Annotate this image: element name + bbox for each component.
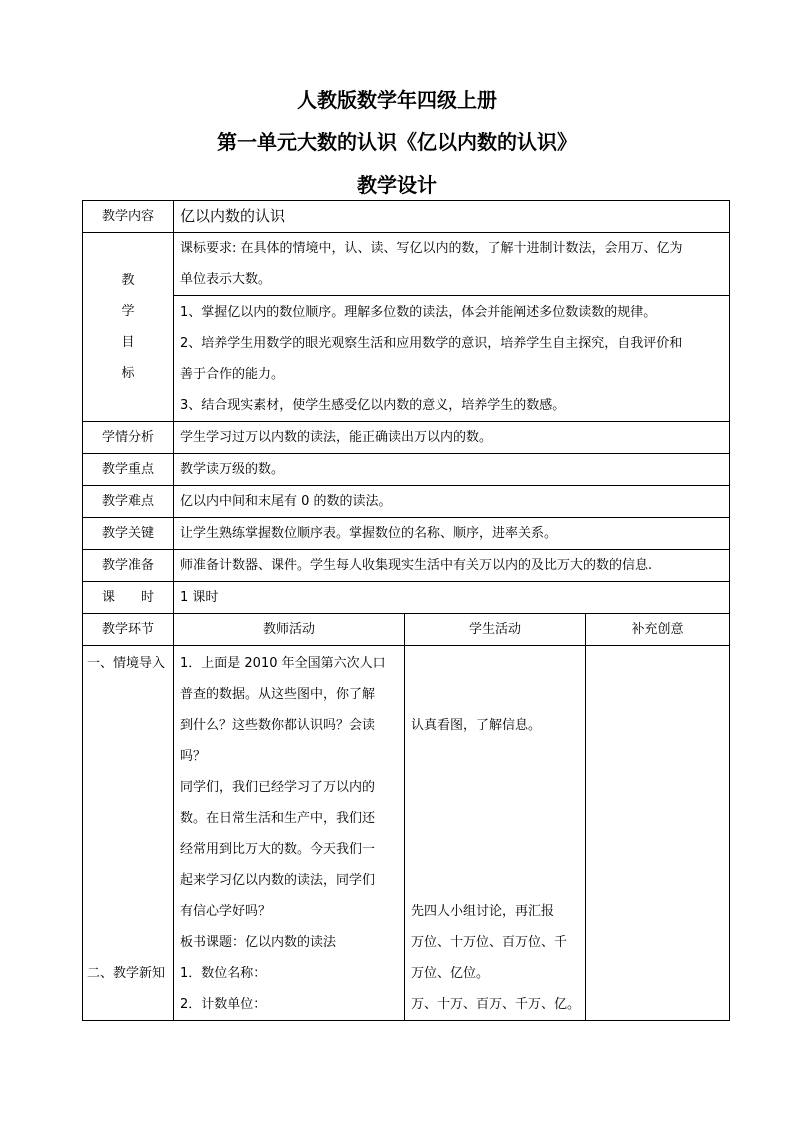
label-analysis: 学情分析 (83, 422, 174, 454)
student-line: 万位、十万位、百万位、千 (411, 935, 568, 950)
label-goals-char-3: 目 (121, 335, 135, 350)
stage-intro: 一、情境导入 (87, 656, 166, 671)
stage-column (83, 646, 174, 1021)
teacher-line: 普查的数据。从这些图中，你了解 (180, 687, 376, 702)
label-goals (83, 233, 174, 422)
goal-item-2-line-2: 善于合作的能力。 (180, 366, 285, 382)
teacher-line: 起来学习亿以内数的读法，同学们 (180, 873, 376, 888)
goal-item-2-line-1: 2、培养学生用数学的眼光观察生活和应用数学的意识，培养学生自主探究，自我评价和 (180, 335, 683, 351)
document-title: 人教版数学年四级上册 (297, 88, 497, 112)
row-key-point (83, 454, 730, 486)
label-preparation: 教学准备 (83, 550, 174, 582)
row-process-header (83, 614, 730, 646)
teacher-line: 1．上面是 2010 年全国第六次人口 (180, 656, 386, 671)
label-key-point: 教学重点 (83, 454, 174, 486)
value-analysis: 学生学习过万以内数的读法，能正确读出万以内的数。 (174, 422, 730, 454)
teacher-line: 1．数位名称： (180, 966, 267, 981)
teacher-line: 有信心学好吗？ (180, 904, 272, 919)
value-difficulty: 亿以内中间和末尾有 0 的数的读法。 (174, 486, 730, 518)
row-difficulty (83, 486, 730, 518)
teacher-line: 吗？ (180, 749, 207, 764)
student-line: 先四人小组讨论，再汇报 (411, 904, 555, 919)
teacher-activity (174, 646, 405, 1021)
label-content: 教学内容 (83, 201, 174, 233)
row-goals-standard (83, 233, 730, 296)
goals-standard-line-1: 课标要求: 在具体的情境中，认、读、写亿以内的数，了解十进制计数法，会用万、亿为 (180, 241, 683, 256)
row-content (83, 201, 730, 233)
goals-standard-line-2: 单位表示大数。 (180, 272, 272, 287)
value-crux: 让学生熟练掌握数位顺序表。掌握数位的名称、顺序，进率关系。 (174, 518, 730, 550)
label-hours: 课 时 (83, 582, 174, 614)
row-process-body (83, 646, 730, 1021)
label-goals-char-1: 教 (121, 273, 135, 288)
stage-new: 二、教学新知 (87, 966, 166, 981)
student-line: 认真看图，了解信息。 (411, 718, 542, 733)
value-preparation: 师准备计数器、课件。学生每人收集现实生活中有关万以内的及比万大的数的信息. (174, 550, 730, 582)
teacher-line: 同学们，我们已经学习了万以内的 (180, 780, 376, 795)
value-content: 亿以内数的认识 (174, 201, 730, 233)
goal-item-1: 1、掌握亿以内的数位顺序。理解多位数的读法，体会并能阐述多位数读数的规律。 (180, 304, 657, 320)
row-goals-items (83, 296, 730, 422)
teacher-line: 经常用到比万大的数。今天我们一 (180, 842, 376, 857)
teacher-line: 2．计数单位： (180, 997, 267, 1012)
label-difficulty: 教学难点 (83, 486, 174, 518)
goals-items (174, 296, 730, 422)
label-goals-char-4: 标 (121, 366, 135, 381)
student-activity (405, 646, 586, 1021)
goal-item-3: 3、结合现实素材，使学生感受亿以内数的意义，培养学生的数感。 (180, 397, 566, 413)
header-extra: 补充创意 (586, 614, 730, 646)
value-key-point: 教学读万级的数。 (174, 454, 730, 486)
row-analysis (83, 422, 730, 454)
header-stage: 教学环节 (83, 614, 174, 646)
row-crux (83, 518, 730, 550)
unit-title: 第一单元大数的认识《亿以内数的认识》 (217, 130, 577, 154)
teacher-line: 板书课题：亿以内数的读法 (180, 935, 337, 950)
header-teacher: 教师活动 (174, 614, 405, 646)
teacher-line: 数。在日常生活和生产中，我们还 (180, 811, 376, 826)
lesson-plan-table (82, 200, 730, 1021)
label-crux: 教学关键 (83, 518, 174, 550)
label-goals-char-2: 学 (121, 304, 135, 319)
extra-ideas (586, 646, 730, 1021)
goals-standard (174, 233, 730, 296)
value-hours: 1 课时 (174, 582, 730, 614)
student-line: 万、十万、百万、千万、亿。 (411, 997, 581, 1012)
design-title: 教学设计 (357, 173, 437, 197)
row-hours (83, 582, 730, 614)
teacher-line: 到什么？这些数你都认识吗？会读 (180, 718, 376, 733)
student-line: 万位、亿位。 (411, 966, 490, 981)
row-preparation (83, 550, 730, 582)
header-student: 学生活动 (405, 614, 586, 646)
